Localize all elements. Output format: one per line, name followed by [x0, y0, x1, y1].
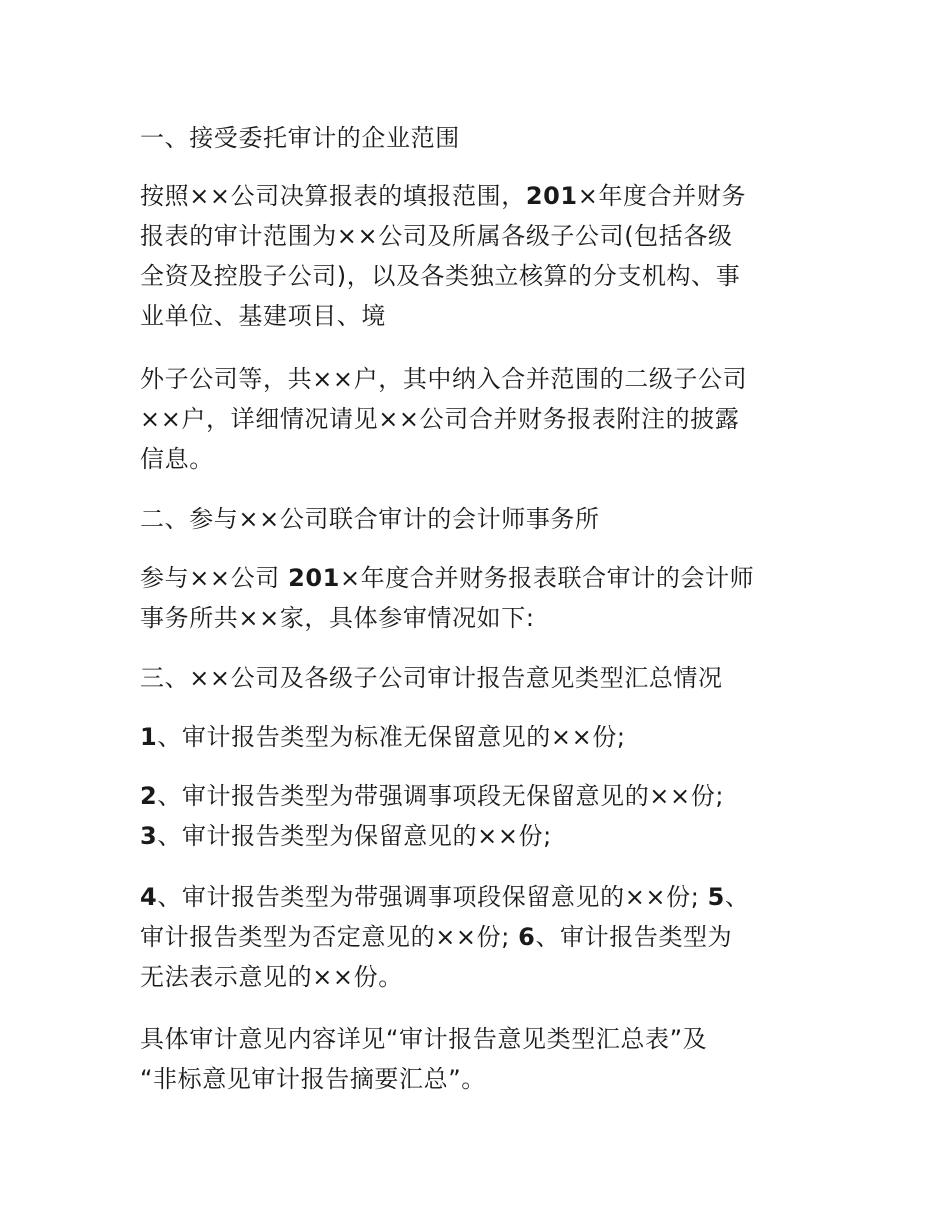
- item-number: 1: [140, 723, 158, 751]
- item-text: 、审计报告类型为带强调事项段保留意见的××份;: [157, 883, 708, 911]
- paragraph-line: [140, 176, 820, 216]
- section-heading-1: [140, 118, 820, 158]
- item-number: 3: [140, 822, 158, 850]
- text-run: 按照××公司决算报表的填报范围，: [140, 182, 526, 210]
- item-text: 、审计报告类型为保留意见的××份;: [157, 822, 552, 850]
- paragraph-line: 事务所共××家，具体参审情况如下:: [140, 604, 535, 632]
- paragraph-line: [140, 917, 820, 957]
- paragraph-line: 业单位、基建项目、境: [140, 302, 386, 330]
- paragraph-line: 具体审计意见内容详见“审计报告意见类型汇总表”及: [140, 1025, 708, 1053]
- year-text: 201: [525, 182, 578, 210]
- paragraph-line: ××户，详细情况请见××公司合并财务报表附注的披露: [140, 405, 740, 433]
- item-text: 、审计报告类型为: [535, 923, 733, 951]
- list-item-1: [140, 717, 820, 757]
- text-run: 参与××公司: [140, 564, 289, 592]
- item-text: 审计报告类型为否定意见的××份;: [140, 923, 519, 951]
- list-item-2-3: [140, 776, 820, 856]
- paragraph-line: [140, 717, 820, 757]
- item-number: 5: [707, 883, 725, 911]
- text-run: ×年度合并财务: [577, 182, 747, 210]
- year-text: 201: [288, 564, 340, 592]
- paragraph-line: 外子公司等，共××户，其中纳入合并范围的二级子公司: [140, 365, 748, 393]
- heading-text: 一、接受委托审计的企业范围: [140, 124, 460, 152]
- section-heading-3: [140, 658, 820, 698]
- item-text: 、审计报告类型为标准无保留意见的××份;: [157, 723, 626, 751]
- item-number: 6: [518, 923, 536, 951]
- paragraph-line: [140, 816, 820, 856]
- paragraph-line: 报表的审计范围为××公司及所属各级子公司(包括各级: [140, 222, 733, 250]
- text-run: ×年度合并财务报表联合审计的会计师: [339, 564, 755, 592]
- paragraph-line: “非标意见审计报告摘要汇总”。: [140, 1065, 486, 1093]
- paragraph-line: [140, 776, 820, 816]
- paragraph-line: [140, 558, 820, 598]
- heading-text: 三、××公司及各级子公司审计报告意见类型汇总情况: [140, 664, 723, 692]
- paragraph-firms: [140, 558, 820, 638]
- heading-text: 二、参与××公司联合审计的会计师事务所: [140, 505, 600, 533]
- paragraph-scope: [140, 176, 820, 336]
- item-number: 4: [140, 883, 158, 911]
- paragraph-closing: [140, 1019, 820, 1099]
- paragraph-subsidiaries: [140, 359, 820, 479]
- item-text: 、: [724, 883, 750, 911]
- paragraph-line: 全资及控股子公司)，以及各类独立核算的分支机构、事: [140, 262, 741, 290]
- section-heading-2: [140, 499, 820, 539]
- item-number: 2: [140, 782, 158, 810]
- paragraph-line: 无法表示意见的××份。: [140, 963, 403, 991]
- paragraph-line: 信息。: [140, 445, 214, 473]
- list-item-4-5-6: [140, 877, 820, 997]
- paragraph-line: [140, 877, 820, 917]
- item-text: 、审计报告类型为带强调事项段无保留意见的××份;: [157, 782, 725, 810]
